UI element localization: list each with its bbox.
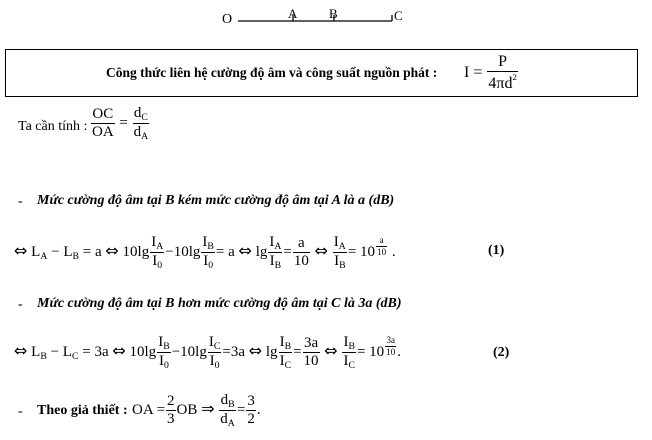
item2-text: Mức cường độ âm tại B hơn mức cường độ âm tại C là 3a (dB) (37, 296, 402, 311)
intensity-formula (464, 53, 519, 94)
formula-box-text: Công thức liên hệ cường độ âm và công suất nguồn phát : (106, 65, 438, 80)
equation-3: OA = $\frac{2}{3}$ OB ⇒ $\frac{d_B}{d_A}$ = $\frac{3}{2}$ . (132, 392, 261, 430)
formula-denominator: $4\pi d^2$ (488, 72, 517, 93)
formula-eq: = (473, 64, 483, 82)
item3-dash: - (18, 404, 23, 419)
label-a: A (288, 6, 298, 21)
equation-1: ⇔ $L_A - L_B = a$ ⇔ 10lg $\frac{I_A}{I_0}$ −10lg $\frac{I_B}{I_0}$ = a ⇔ lg $\frac{I_A}{I_B}$ = $\frac{a}{10}$ ⇔ $\frac{I_A}{I_B}$ = 10 $^{\frac{a}{10}}$ . (14, 234, 396, 272)
item3-text: Theo giả thiết : (37, 403, 128, 418)
ratio-dc-da: $\frac{d_C}{d_A}$ (133, 105, 149, 143)
label-o: O (222, 12, 233, 27)
formula-numerator: P (487, 53, 517, 72)
item2-dash: - (18, 297, 23, 312)
label-c: C (394, 8, 403, 23)
formula-i: I (464, 64, 470, 82)
item1-text: Mức cường độ âm tại B kém mức cường độ âm tại A là a (dB) (37, 193, 395, 208)
formula-fraction (487, 53, 517, 94)
ratio-oc-oa: $\frac{OC}{OA}$ (92, 105, 114, 141)
equation-2-number: (2) (493, 345, 510, 360)
points-diagram (0, 0, 652, 40)
need-formula: $\frac{OC}{OA}$ = $\frac{d_C}{d_A}$ (92, 105, 149, 143)
need-label: Ta cần tính : (18, 119, 88, 134)
item1-dash: - (18, 194, 23, 209)
equation-2: ⇔ $L_B - L_C = 3a$ ⇔ 10lg $\frac{I_B}{I_0}$ −10lg $\frac{I_C}{I_0}$ =3a ⇔ lg $\frac{I_B}{I_C}$ = $\frac{3a}{10}$ ⇔ $\frac{I_B}{I_C}$ = 10 $^{\frac{3a}{10}}$ . (14, 334, 401, 372)
equation-1-number: (1) (488, 243, 505, 258)
label-b: B (329, 6, 338, 21)
